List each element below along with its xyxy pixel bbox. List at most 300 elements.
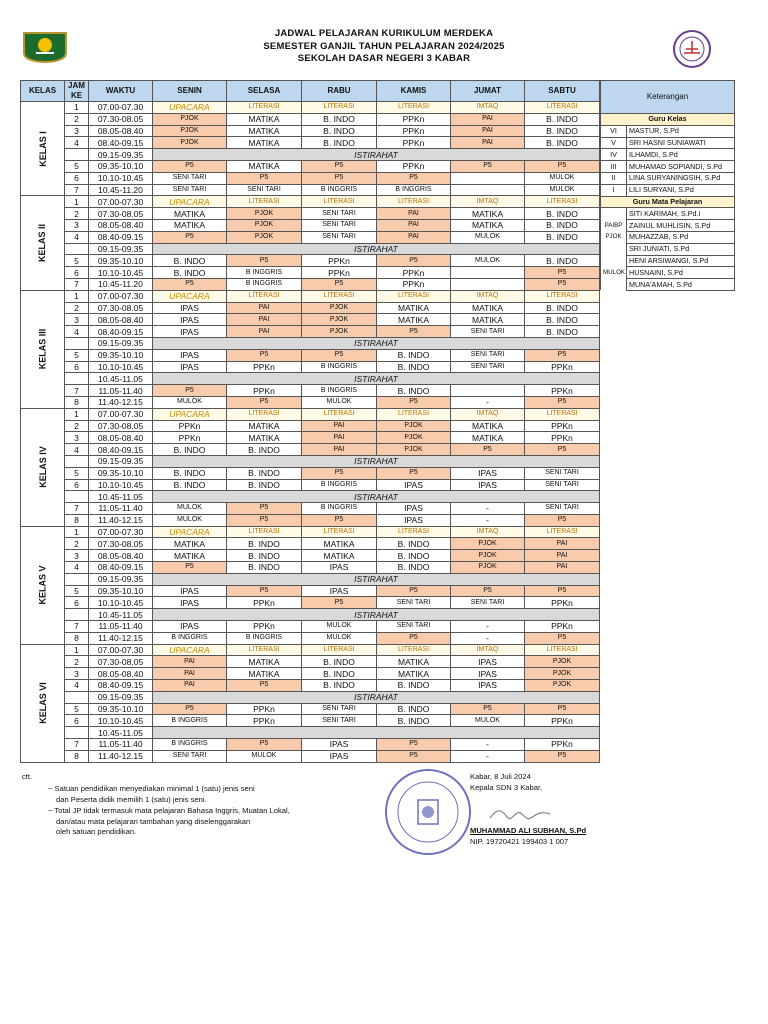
subject-code [601, 208, 627, 220]
subject-cell: PAI [525, 550, 600, 562]
subject-cell: B. INDO [227, 550, 302, 562]
table-row [21, 503, 600, 515]
subject-cell: PPKn [377, 267, 451, 279]
subject-cell: IPAS [377, 514, 451, 526]
header-line-3: SEKOLAH DASAR NEGERI 3 KABAR [297, 53, 471, 64]
subject-cell: - [451, 503, 525, 515]
header-line-2: SEMESTER GANJIL TAHUN PELAJARAN 2024/2025 [263, 40, 505, 52]
subject-cell: P5 [377, 750, 451, 762]
table-row [21, 243, 600, 255]
time-slot: 09.35-10.10 [89, 349, 153, 361]
place-date: Kabar, 8 Juli 2024 [470, 772, 531, 781]
subject-cell: LITERASI [525, 196, 600, 208]
period-number: 7 [65, 739, 89, 751]
period-number: 5 [65, 349, 89, 361]
table-row [21, 208, 600, 220]
subject-cell: P5 [525, 632, 600, 644]
subject-cell: IPAS [153, 585, 227, 597]
subject-code: PJOK [601, 231, 627, 243]
subject-cell: IMTAQ [451, 526, 525, 538]
subject-cell: B. INDO [377, 550, 451, 562]
subject-cell: LITERASI [525, 408, 600, 420]
note-1: ~ Satuan pendidikan menyediakan minimal 1 (satu) jenis seni dan Peserta didik memilih 1 (satu) jenis seni. [48, 784, 255, 804]
subject-cell: PJOK [377, 444, 451, 456]
subject-cell: P5 [153, 562, 227, 574]
time-slot: 10.45-11.05 [89, 609, 153, 621]
subject-cell: MULOK [153, 396, 227, 408]
time-slot: 10.10-10.45 [89, 597, 153, 609]
guru-kelas-row [601, 149, 735, 161]
subject-code [601, 243, 627, 255]
subject-cell: LITERASI [377, 102, 451, 114]
subject-cell: LITERASI [525, 290, 600, 302]
time-slot: 10.45-11.20 [89, 184, 153, 196]
subject-cell: - [451, 750, 525, 762]
subject-code [601, 279, 627, 291]
subject-cell: LITERASI [302, 102, 377, 114]
period-number: 7 [65, 385, 89, 397]
subject-cell: B. INDO [525, 231, 600, 243]
subject-cell: B. INDO [227, 562, 302, 574]
period-number: 1 [65, 526, 89, 538]
time-slot: 09.35-10.10 [89, 160, 153, 172]
subject-cell: P5 [302, 467, 377, 479]
subject-cell: PPKn [525, 420, 600, 432]
period-number: 5 [65, 703, 89, 715]
subject-cell: SENI TARI [302, 703, 377, 715]
subject-cell: LITERASI [302, 408, 377, 420]
time-slot: 10.10-10.45 [89, 267, 153, 279]
subject-cell: B. INDO [525, 113, 600, 125]
teacher-name: MUHAMAD SOPIANDI, S.Pd [627, 161, 735, 173]
teacher-name: HUSNAINI, S.Pd [627, 267, 735, 279]
break-row: ISTIRAHAT [153, 455, 600, 467]
subject-cell [451, 267, 525, 279]
teacher-name: ILHAMDI, S.Pd [627, 149, 735, 161]
period-number: 7 [65, 503, 89, 515]
subject-cell: LITERASI [377, 408, 451, 420]
time-slot: 10.10-10.45 [89, 361, 153, 373]
schedule-table [20, 80, 600, 763]
subject-cell: SENI TARI [525, 467, 600, 479]
time-slot: 09.35-10.10 [89, 703, 153, 715]
note-1-line-1: Satuan pendidikan menyediakan minimal 1 (satu) jenis seni [54, 784, 255, 793]
table-row [21, 715, 600, 727]
class-code: V [601, 137, 627, 149]
subject-cell: SENI TARI [451, 597, 525, 609]
subject-cell: PJOK [525, 656, 600, 668]
table-row [21, 385, 600, 397]
subject-cell: B. INDO [302, 656, 377, 668]
table-row [21, 680, 600, 692]
note-2-line-1: Total JP tidak termasuk mata pelajaran Bahasa Inggris, Muatan Lokal, [54, 806, 290, 815]
subject-cell: MULOK [302, 632, 377, 644]
time-slot: 10.10-10.45 [89, 479, 153, 491]
time-slot: 08.40-09.15 [89, 137, 153, 149]
period-number: 6 [65, 597, 89, 609]
subject-cell: MULOK [302, 396, 377, 408]
subject-cell: PPKn [302, 255, 377, 267]
subject-cell: PPKn [227, 597, 302, 609]
table-row [21, 314, 600, 326]
period-number: 6 [65, 479, 89, 491]
subject-cell: B. INDO [525, 137, 600, 149]
subject-cell: B. INDO [377, 385, 451, 397]
subject-cell: PJOK [525, 680, 600, 692]
table-row [21, 739, 600, 751]
period-number: 3 [65, 314, 89, 326]
time-slot: 08.40-09.15 [89, 680, 153, 692]
class-code: II [601, 172, 627, 184]
time-slot: 11.05-11.40 [89, 503, 153, 515]
note-2: ~ Total JP tidak termasuk mata pelajaran Bahasa Inggris, Muatan Lokal, dan/atau mata pelajaran tambahan yang diselenggarakan oleh satuan pendidikan. [48, 806, 290, 836]
subject-cell: PJOK [377, 432, 451, 444]
subject-cell: P5 [227, 255, 302, 267]
subject-cell: P5 [525, 444, 600, 456]
subject-cell: IPAS [153, 314, 227, 326]
subject-cell: - [451, 621, 525, 633]
subject-cell: PPKn [227, 621, 302, 633]
subject-cell: PJOK [302, 314, 377, 326]
subject-cell: IPAS [153, 597, 227, 609]
subject-cell: P5 [377, 326, 451, 338]
subject-cell [451, 184, 525, 196]
period-number: 7 [65, 184, 89, 196]
subject-cell: PPKn [377, 160, 451, 172]
subject-cell: MATIKA [451, 219, 525, 231]
subject-cell: PAI [525, 538, 600, 550]
subject-cell: P5 [451, 444, 525, 456]
table-row [21, 585, 600, 597]
guru-mapel-row [601, 267, 735, 279]
subject-code [601, 255, 627, 267]
guru-mapel-row [601, 243, 735, 255]
subject-cell: PPKn [377, 113, 451, 125]
time-slot: 08.40-09.15 [89, 231, 153, 243]
table-row [21, 125, 600, 137]
guru-kelas-row [601, 137, 735, 149]
period-number [65, 243, 89, 255]
table-row [21, 444, 600, 456]
time-slot: 11.40-12.15 [89, 632, 153, 644]
class-code: IV [601, 149, 627, 161]
col-kelas: KELAS [21, 81, 65, 102]
subject-cell: LITERASI [302, 526, 377, 538]
period-number: 8 [65, 750, 89, 762]
subject-cell: PPKn [227, 385, 302, 397]
subject-cell: SENI TARI [153, 184, 227, 196]
table-row [21, 361, 600, 373]
notes-label: ctt. [22, 772, 33, 781]
period-number: 8 [65, 396, 89, 408]
table-row [21, 609, 600, 621]
break-row: ISTIRAHAT [153, 337, 600, 349]
period-number: 8 [65, 514, 89, 526]
time-slot: 10.45-11.05 [89, 727, 153, 739]
period-number: 2 [65, 113, 89, 125]
time-slot: 10.45-11.05 [89, 373, 153, 385]
period-number: 7 [65, 278, 89, 290]
subject-cell [451, 172, 525, 184]
note-2-line-3: oleh satuan pendidikan. [56, 827, 137, 836]
signature [486, 800, 556, 826]
subject-cell: IMTAQ [451, 102, 525, 114]
subject-cell: LITERASI [227, 526, 302, 538]
guru-mapel-title: Guru Mata Pelajaran [601, 196, 735, 208]
time-slot: 07.30-08.05 [89, 420, 153, 432]
col-senin: SENIN [153, 81, 227, 102]
subject-cell: P5 [525, 278, 600, 290]
subject-cell: MULOK [525, 172, 600, 184]
subject-cell: - [451, 514, 525, 526]
note-2-line-2: dan/atau mata pelajaran tambahan yang diselenggarakan [56, 816, 251, 826]
subject-cell: SENI TARI [377, 621, 451, 633]
subject-cell: IPAS [451, 467, 525, 479]
subject-cell: MATIKA [377, 656, 451, 668]
class-label-text: KELAS V [37, 565, 48, 605]
class-label-text: KELAS III [37, 328, 48, 370]
time-slot: 07.00-07.30 [89, 526, 153, 538]
signature-block [470, 772, 542, 793]
subject-cell: LITERASI [227, 196, 302, 208]
time-slot: 09.35-10.10 [89, 255, 153, 267]
subject-cell: LITERASI [377, 526, 451, 538]
guru-mapel-row [601, 231, 735, 243]
table-row [21, 491, 600, 503]
class-label-text: KELAS I [37, 130, 48, 167]
subject-cell: P5 [227, 585, 302, 597]
time-slot: 09.15-09.35 [89, 455, 153, 467]
table-row [21, 408, 600, 420]
subject-cell: LITERASI [525, 102, 600, 114]
subject-cell: P5 [377, 255, 451, 267]
time-slot: 09.35-10.10 [89, 467, 153, 479]
class-label [21, 290, 65, 408]
subject-cell: UPACARA [153, 102, 227, 114]
subject-cell: B. INDO [153, 479, 227, 491]
subject-cell: LITERASI [227, 408, 302, 420]
time-slot: 09.15-09.35 [89, 243, 153, 255]
subject-cell: P5 [377, 172, 451, 184]
signatory-name: MUHAMMAD ALI SUBHAN, S.Pd [470, 826, 587, 835]
table-row [21, 479, 600, 491]
subject-cell: B. INDO [153, 444, 227, 456]
subject-cell: IPAS [377, 479, 451, 491]
subject-cell: - [451, 739, 525, 751]
subject-cell: IPAS [451, 479, 525, 491]
subject-cell: SENI TARI [153, 750, 227, 762]
subject-cell: B INGGRIS [302, 361, 377, 373]
subject-cell: PJOK [227, 231, 302, 243]
table-row [21, 349, 600, 361]
subject-cell: B. INDO [525, 326, 600, 338]
subject-cell: PAI [153, 668, 227, 680]
class-label-text: KELAS IV [37, 446, 48, 488]
period-number: 3 [65, 668, 89, 680]
table-row [21, 538, 600, 550]
subject-cell: PJOK [153, 113, 227, 125]
table-row [21, 102, 600, 114]
subject-cell: SENI TARI [227, 184, 302, 196]
subject-cell: MATIKA [302, 538, 377, 550]
subject-cell: PAI [377, 231, 451, 243]
period-number: 1 [65, 644, 89, 656]
subject-cell: IPAS [302, 750, 377, 762]
subject-cell: SENI TARI [302, 231, 377, 243]
table-row [21, 337, 600, 349]
break-row: ISTIRAHAT [153, 243, 600, 255]
period-number: 4 [65, 562, 89, 574]
subject-cell: PAI [451, 125, 525, 137]
subject-cell: B. INDO [525, 125, 600, 137]
time-slot: 10.10-10.45 [89, 172, 153, 184]
table-row [21, 550, 600, 562]
subject-cell: PJOK [302, 302, 377, 314]
subject-cell: LITERASI [227, 644, 302, 656]
break-row: ISTIRAHAT [153, 609, 600, 621]
subject-cell: B. INDO [302, 125, 377, 137]
time-slot: 07.30-08.05 [89, 113, 153, 125]
subject-cell: MATIKA [451, 432, 525, 444]
subject-cell: UPACARA [153, 644, 227, 656]
subject-cell: B INGGRIS [227, 278, 302, 290]
time-slot: 10.45-11.20 [89, 278, 153, 290]
time-slot: 09.15-09.35 [89, 337, 153, 349]
teacher-name: HENI ARSIWANGI, S.Pd [627, 255, 735, 267]
class-label [21, 196, 65, 290]
break-row [153, 727, 600, 739]
time-slot: 07.30-08.05 [89, 302, 153, 314]
subject-cell: MATIKA [377, 668, 451, 680]
subject-cell: B. INDO [153, 467, 227, 479]
subject-cell: P5 [153, 703, 227, 715]
time-slot: 07.30-08.05 [89, 656, 153, 668]
subject-cell: P5 [302, 160, 377, 172]
period-number: 3 [65, 432, 89, 444]
break-row: ISTIRAHAT [153, 573, 600, 585]
col-rabu: RABU [302, 81, 377, 102]
subject-cell: LITERASI [377, 196, 451, 208]
subject-cell: LITERASI [377, 644, 451, 656]
subject-cell: PAI [302, 420, 377, 432]
period-number [65, 491, 89, 503]
period-number [65, 373, 89, 385]
subject-code: PAIBP [601, 220, 627, 232]
subject-cell: IMTAQ [451, 644, 525, 656]
col-waktu: WAKTU [89, 81, 153, 102]
subject-cell: P5 [377, 585, 451, 597]
subject-cell: PJOK [451, 562, 525, 574]
subject-cell: MATIKA [227, 668, 302, 680]
subject-cell: UPACARA [153, 196, 227, 208]
subject-cell: UPACARA [153, 290, 227, 302]
class-code: I [601, 184, 627, 196]
time-slot: 08.40-09.15 [89, 444, 153, 456]
subject-cell: B. INDO [525, 219, 600, 231]
subject-cell: MATIKA [227, 137, 302, 149]
subject-cell: P5 [302, 349, 377, 361]
guru-kelas-row [601, 184, 735, 196]
table-row [21, 656, 600, 668]
subject-cell: MATIKA [451, 420, 525, 432]
period-number: 3 [65, 125, 89, 137]
teacher-name: SITI KARIMAH, S.Pd.I [627, 208, 735, 220]
subject-cell: - [451, 632, 525, 644]
class-label [21, 526, 65, 644]
period-number: 3 [65, 550, 89, 562]
subject-cell: B INGGRIS [227, 632, 302, 644]
subject-cell: MATIKA [227, 432, 302, 444]
subject-cell: PPKn [525, 739, 600, 751]
subject-cell: P5 [153, 385, 227, 397]
time-slot: 07.00-07.30 [89, 290, 153, 302]
time-slot: 08.05-08.40 [89, 550, 153, 562]
period-number [65, 455, 89, 467]
class-label [21, 644, 65, 762]
period-number: 1 [65, 290, 89, 302]
table-row [21, 668, 600, 680]
period-number: 6 [65, 267, 89, 279]
period-number: 6 [65, 715, 89, 727]
table-row [21, 691, 600, 703]
table-row [21, 137, 600, 149]
period-number: 4 [65, 680, 89, 692]
subject-cell: B. INDO [377, 349, 451, 361]
subject-cell: MATIKA [377, 314, 451, 326]
subject-cell: IPAS [153, 361, 227, 373]
time-slot: 08.05-08.40 [89, 219, 153, 231]
period-number: 3 [65, 219, 89, 231]
subject-cell: MATIKA [153, 538, 227, 550]
period-number [65, 609, 89, 621]
class-code: VI [601, 125, 627, 137]
subject-cell: PJOK [153, 125, 227, 137]
period-number: 2 [65, 420, 89, 432]
time-slot: 11.05-11.40 [89, 739, 153, 751]
subject-cell: B. INDO [227, 467, 302, 479]
header-line-1: JADWAL PELAJARAN KURIKULUM MERDEKA [274, 28, 494, 39]
subject-cell: LITERASI [227, 102, 302, 114]
subject-cell: - [451, 396, 525, 408]
subject-cell: PPKn [525, 597, 600, 609]
subject-cell: B. INDO [227, 538, 302, 550]
time-slot: 11.40-12.15 [89, 396, 153, 408]
subject-cell: P5 [451, 585, 525, 597]
table-row [21, 255, 600, 267]
time-slot: 08.05-08.40 [89, 432, 153, 444]
subject-cell: SENI TARI [525, 503, 600, 515]
subject-cell: B INGGRIS [227, 267, 302, 279]
subject-cell: IMTAQ [451, 196, 525, 208]
period-number: 2 [65, 208, 89, 220]
table-row [21, 267, 600, 279]
subject-cell: P5 [451, 160, 525, 172]
subject-cell: B INGGRIS [302, 184, 377, 196]
subject-cell: B INGGRIS [302, 385, 377, 397]
period-number: 5 [65, 585, 89, 597]
period-number: 6 [65, 172, 89, 184]
subject-cell: P5 [525, 160, 600, 172]
table-row [21, 632, 600, 644]
subject-cell: P5 [302, 172, 377, 184]
subject-cell: SENI TARI [153, 172, 227, 184]
subject-code: MULOK [601, 267, 627, 279]
time-slot: 11.05-11.40 [89, 385, 153, 397]
subject-cell: P5 [153, 231, 227, 243]
subject-cell: B. INDO [302, 113, 377, 125]
subject-cell: PAI [302, 444, 377, 456]
school-logo [672, 29, 712, 69]
